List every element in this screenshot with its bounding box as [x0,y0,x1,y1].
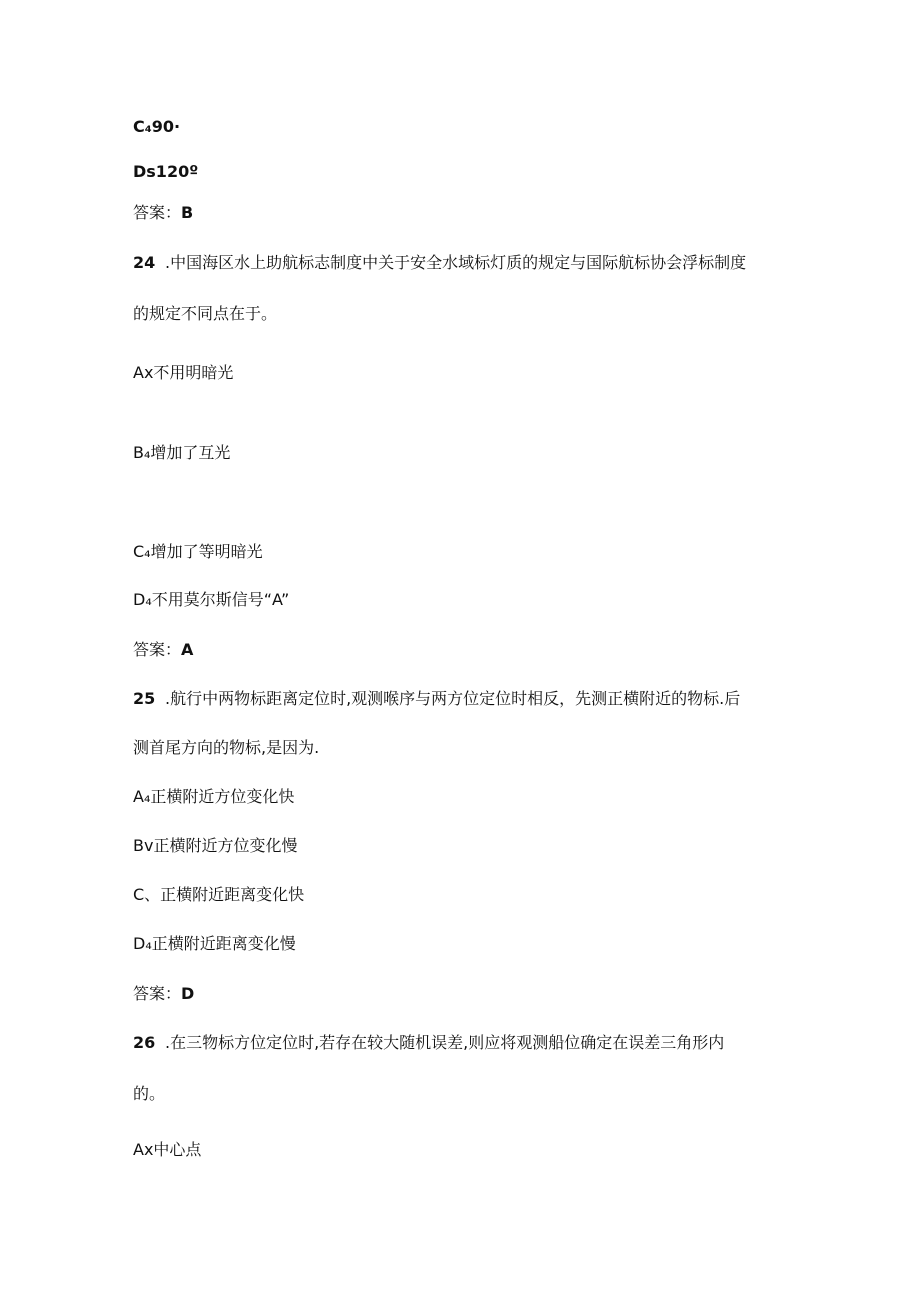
question-24-cont: 的规定不同点在于。 [133,304,278,323]
option-25-a: A₄正横附近方位变化快 [133,787,295,806]
answer-25: 答案：D [133,984,195,1003]
option-24-c: C₄增加了等明暗光 [133,542,263,561]
option-24-d: D₄不用莫尔斯信号“A” [133,590,290,609]
option-24-a: Ax不用明暗光 [133,363,234,382]
question-26-cont: 的。 [133,1084,166,1103]
question-26: 26 .在三物标方位定位时,若存在较大随机误差,则应将观测船位确定在误差三角形内 [133,1033,725,1052]
option-24-b: B₄增加了互光 [133,443,231,462]
option-25-b: Bv正横附近方位变化慢 [133,836,298,855]
option-c-prev: C₄90· [133,117,181,136]
question-24: 24 .中国海区水上助航标志制度中关于安全水域标灯质的规定与国际航标协会浮标制度 [133,253,747,272]
option-25-d: D₄正横附近距离变化慢 [133,934,296,953]
question-25-cont: 测首尾方向的物标,是因为. [133,738,320,757]
option-26-a: Ax中心点 [133,1140,202,1159]
question-25: 25 .航行中两物标距离定位时,观测喉序与两方位定位时相反，先测正横附近的物标.后 [133,689,741,708]
answer-24: 答案：A [133,640,194,659]
answer-prev: 答案：B [133,203,194,222]
option-d-prev: Ds120º [133,162,199,181]
option-25-c: C、正横附近距离变化快 [133,885,305,904]
